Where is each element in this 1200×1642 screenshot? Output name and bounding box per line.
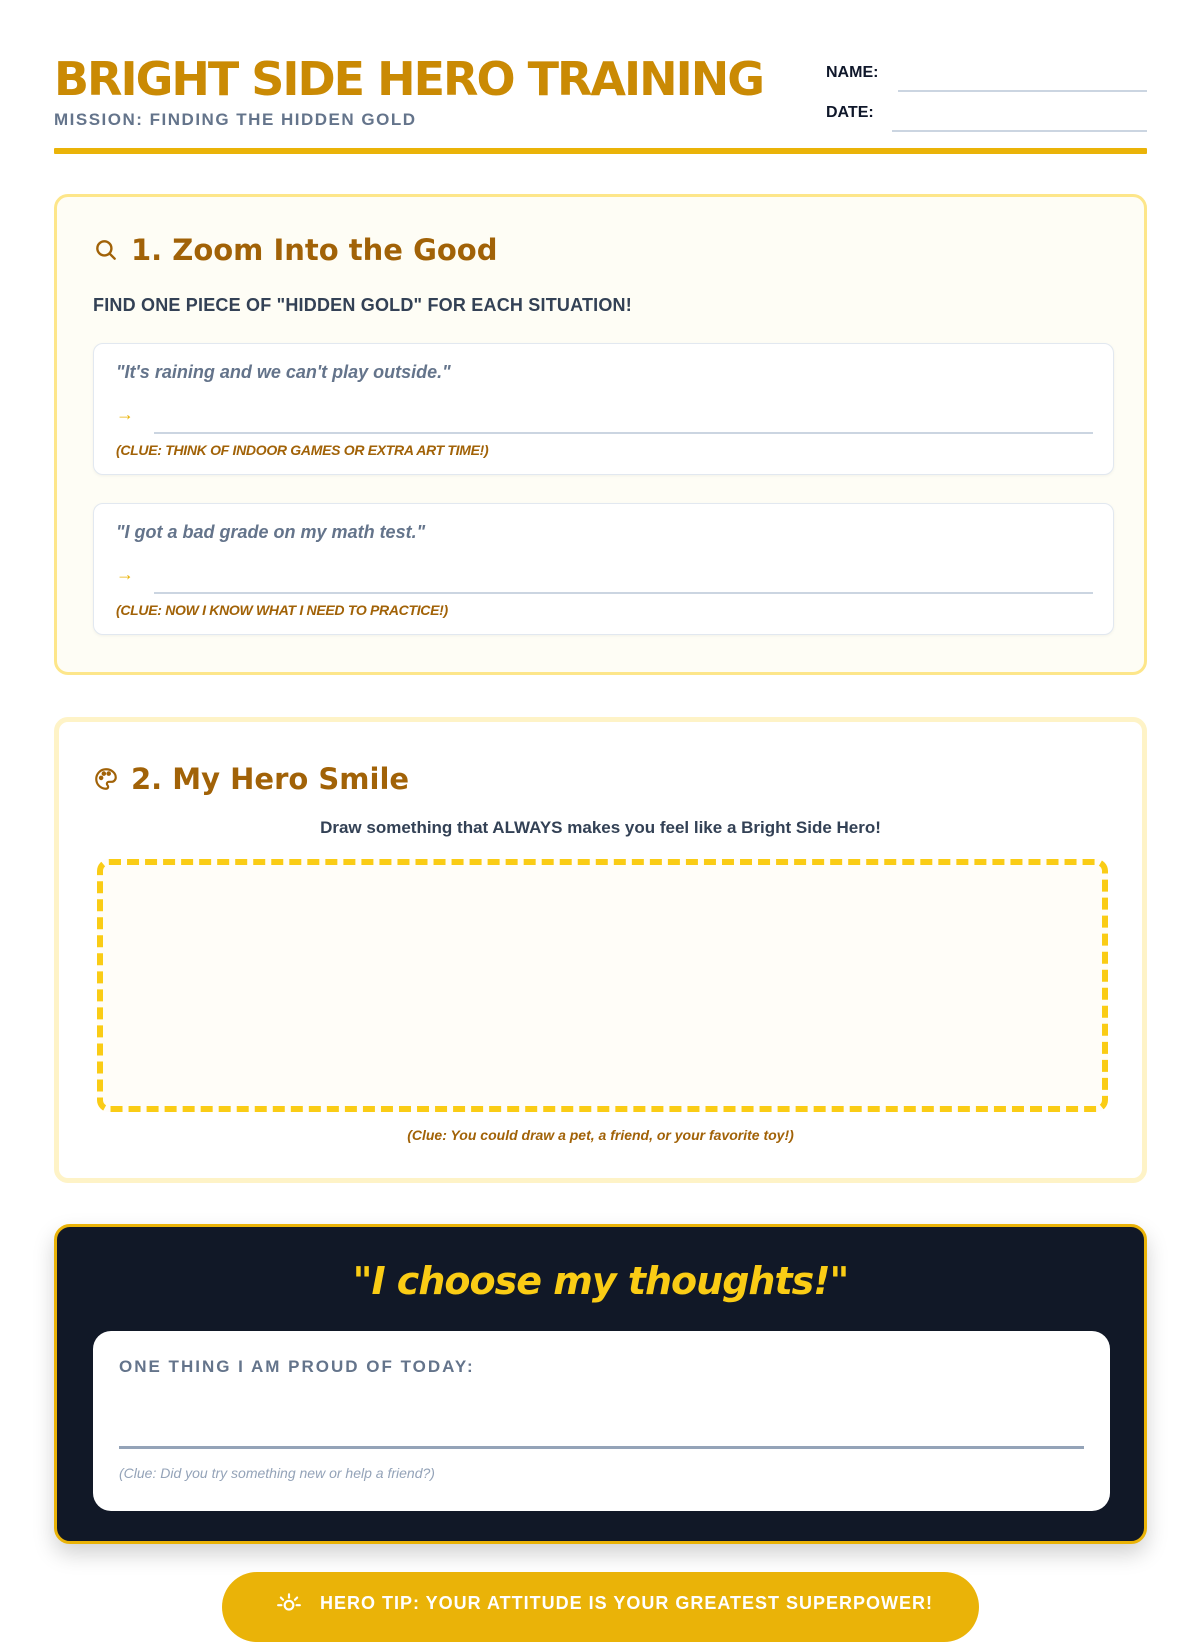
motto-heading: "I choose my thoughts!": [352, 1259, 849, 1303]
section-zoom-into-good: [54, 194, 1147, 675]
situation-clue: (CLUE: NOW I KNOW WHAT I NEED TO PRACTICE!): [116, 602, 448, 618]
sun-icon: [276, 1590, 302, 1616]
section2-heading: [93, 762, 409, 796]
section1-heading: [93, 233, 497, 267]
section2-title: 2. My Hero Smile: [131, 762, 410, 796]
header-divider: [54, 148, 1147, 154]
page-title: BRIGHT SIDE HERO TRAINING: [54, 52, 763, 106]
proud-label: ONE THING I AM PROUD OF TODAY:: [119, 1357, 475, 1376]
proud-clue: (Clue: Did you try something new or help a friend?): [119, 1465, 435, 1481]
section2-instruction: Draw something that ALWAYS makes you feel like a Bright Side Hero!: [320, 818, 881, 837]
section2-clue: (Clue: You could draw a pet, a friend, or your favorite toy!): [407, 1127, 794, 1143]
situation-card: [93, 503, 1114, 635]
situation-clue: (CLUE: THINK OF INDOOR GAMES OR EXTRA ART TIME!): [116, 442, 489, 458]
section1-instruction: FIND ONE PIECE OF "HIDDEN GOLD" FOR EACH SITUATION!: [93, 295, 632, 315]
section-proud: [54, 1224, 1147, 1544]
answer-write-line[interactable]: [154, 592, 1093, 594]
arrow-right-icon: →: [116, 404, 134, 424]
name-field[interactable]: [826, 62, 1147, 92]
date-write-line[interactable]: [892, 130, 1147, 132]
worksheet-header: [54, 48, 1147, 156]
section-hero-smile: [54, 717, 1147, 1183]
palette-icon: [93, 766, 119, 792]
search-icon: [93, 237, 119, 263]
hero-tip-banner: [222, 1572, 979, 1642]
situation-card: [93, 343, 1114, 475]
proud-card: [93, 1331, 1110, 1511]
situation-quote: "I got a bad grade on my math test.": [116, 522, 426, 542]
drawing-area[interactable]: [97, 859, 1108, 1112]
answer-write-line[interactable]: [154, 432, 1093, 434]
arrow-right-icon: →: [116, 564, 134, 584]
date-label: DATE:: [826, 104, 874, 121]
situation-quote: "It's raining and we can't play outside.": [116, 362, 451, 382]
hero-tip-text: HERO TIP: YOUR ATTITUDE IS YOUR GREATEST SUPERPOWER!: [320, 1592, 934, 1613]
date-field[interactable]: [826, 102, 1147, 132]
proud-write-line[interactable]: [119, 1446, 1084, 1449]
section1-title: 1. Zoom Into the Good: [131, 233, 498, 267]
page-subtitle: MISSION: FINDING THE HIDDEN GOLD: [54, 110, 417, 129]
name-write-line[interactable]: [898, 90, 1147, 92]
name-label: NAME:: [826, 64, 879, 81]
